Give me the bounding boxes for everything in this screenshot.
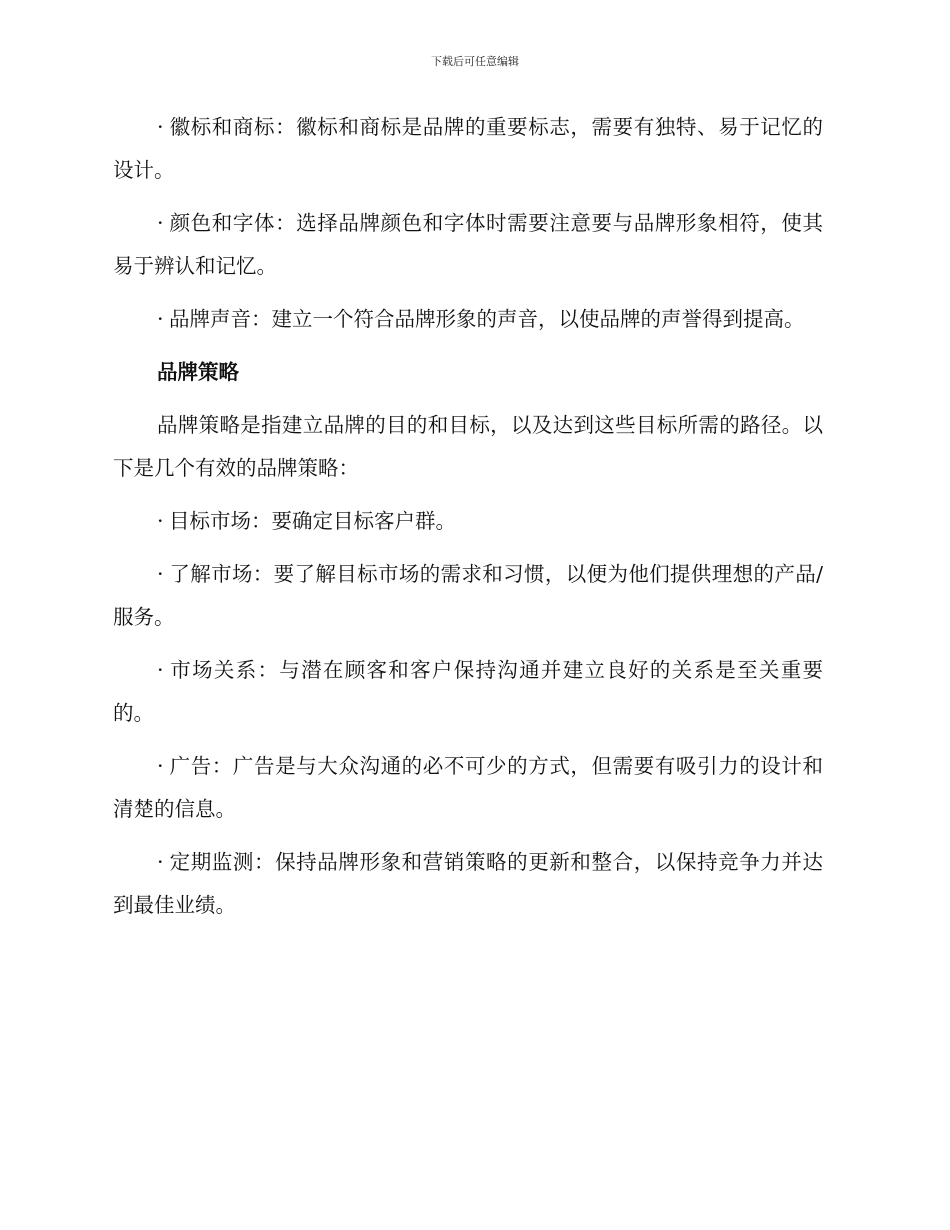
bullet-text: 了解市场：要了解目标市场的需求和习惯，以便为他们提供理想的产品/服务。: [113, 562, 823, 629]
bullet-understand-market: [113, 553, 823, 639]
bullet-regular-monitoring: [113, 841, 823, 927]
bullet-text: 市场关系：与潜在顾客和客户保持沟通并建立良好的关系是至关重要的。: [113, 658, 823, 725]
bullet-text: 目标市场：要确定目标客户群。: [169, 509, 456, 533]
bullet-dot: ·: [157, 562, 164, 586]
bullet-text: 广告：广告是与大众沟通的必不可少的方式，但需要有吸引力的设计和清楚的信息。: [113, 754, 823, 821]
bullet-dot: ·: [157, 754, 164, 778]
bullet-color-font: [113, 202, 823, 288]
bullet-text: 徽标和商标：徽标和商标是品牌的重要标志，需要有独特、易于记忆的设计。: [113, 115, 823, 182]
brand-strategy-intro: 品牌策略是指建立品牌的目的和目标，以及达到这些目标所需的路径。以下是几个有效的品牌策略：: [113, 413, 823, 480]
bullet-target-market: [113, 500, 823, 543]
bullet-brand-voice: [113, 298, 823, 341]
bullet-dot: ·: [157, 850, 164, 874]
bullet-text: 定期监测：保持品牌形象和营销策略的更新和整合，以保持竞争力并达到最佳业绩。: [113, 850, 823, 917]
bullet-dot: ·: [157, 211, 164, 235]
bullet-market-relations: [113, 649, 823, 735]
document-body: [113, 106, 823, 937]
bullet-dot: ·: [157, 658, 164, 682]
bullet-advertising: [113, 745, 823, 831]
bullet-dot: ·: [157, 509, 164, 533]
section-heading-brand-strategy: 品牌策略: [157, 360, 239, 384]
bullet-dot: ·: [157, 115, 164, 139]
bullet-text: 颜色和字体：选择品牌颜色和字体时需要注意要与品牌形象相符，使其易于辨认和记忆。: [113, 211, 823, 278]
bullet-text: 品牌声音：建立一个符合品牌形象的声音，以使品牌的声誉得到提高。: [169, 307, 805, 331]
bullet-dot: ·: [157, 307, 164, 331]
page-header: 下载后可任意编辑: [431, 55, 519, 68]
bullet-logo-trademark: [113, 106, 823, 192]
